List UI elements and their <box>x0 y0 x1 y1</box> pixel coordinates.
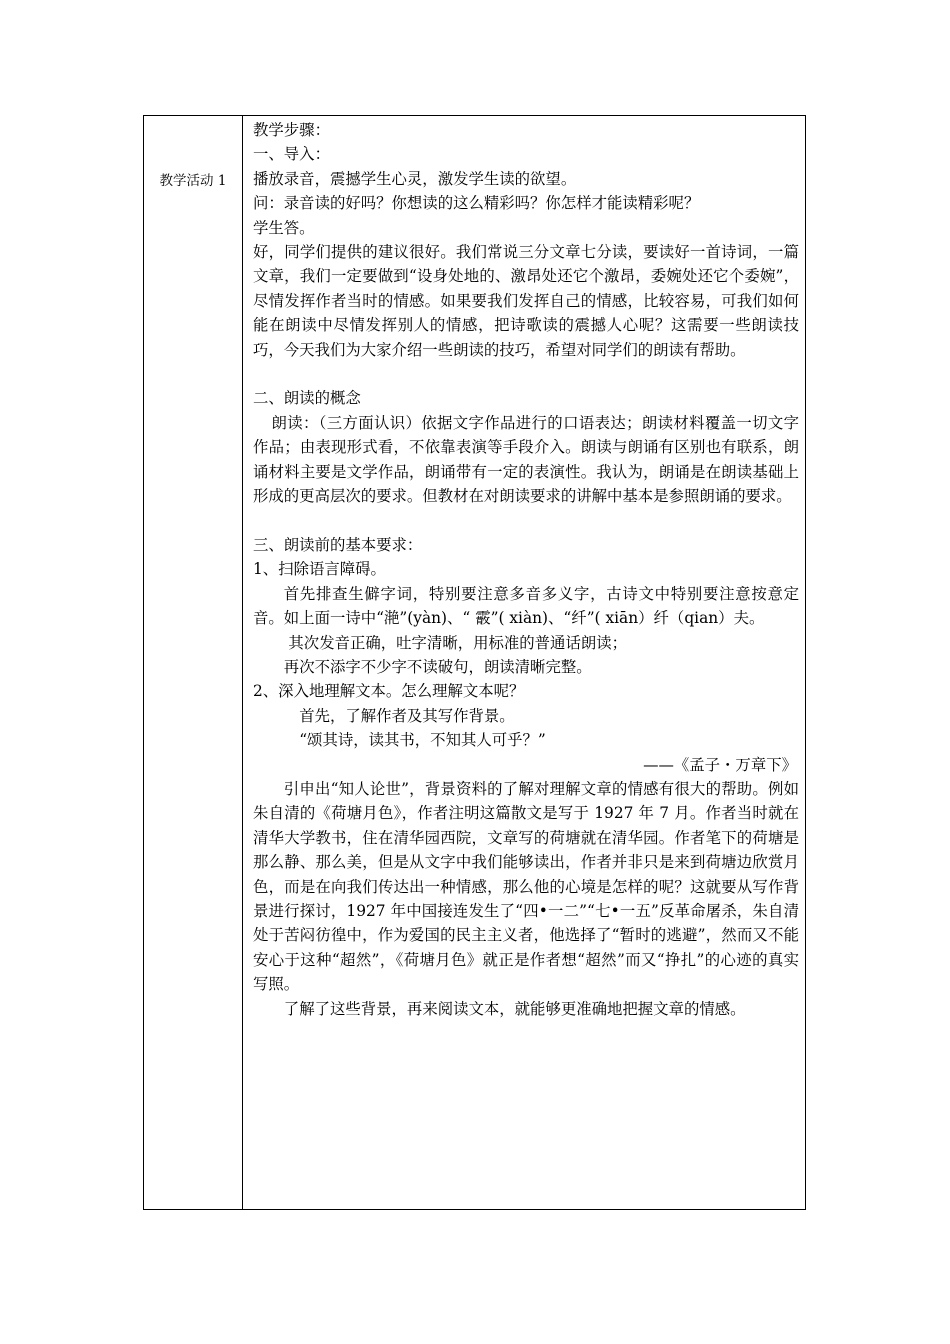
lesson-plan-table <box>143 115 806 1210</box>
quotation: “颂其诗，读其书，不知其人可乎？” <box>299 731 546 750</box>
row-label-cell <box>144 116 243 1210</box>
section-heading-concept: 二、朗读的概念 <box>253 389 361 408</box>
paragraph: 播放录音，震撼学生心灵，激发学生读的欲望。 <box>253 169 577 188</box>
paragraph: 朗读：（三方面认识）依据文字作品进行的口语表达；朗读材料覆盖一切文字作品；由表现形式看，不依靠表演等手段介入。朗读与朗诵有区别也有联系，朗诵材料主要是文学作品，朗诵带有一定的表演性。我认为，朗诵是在朗读基础上形成的更高层次的要求。但教材在对朗读要求的讲解中基本是参照朗诵的要求。 <box>253 413 799 506</box>
paragraph: 了解了这些背景，再来阅读文本，就能够更准确地把握文章的情感。 <box>283 999 746 1018</box>
question-paragraph: 问：录音读的好吗？你想读的这么精彩吗？你怎样才能读精彩呢？ <box>253 194 700 213</box>
paragraph: 再次不添字不少字不读破句，朗读清晰完整。 <box>283 657 592 676</box>
paragraph: 学生答。 <box>253 218 315 237</box>
subsection-heading: 2、深入地理解文本。怎么理解文本呢？ <box>253 682 525 701</box>
row-label: 教学活动 1 <box>159 173 227 189</box>
spacer <box>253 508 799 532</box>
paragraph: 好，同学们提供的建议很好。我们常说三分文章七分读，要读好一首诗词，一篇文章，我们一定要做到“设身处地的、激昂处还它个激昂，委婉处还它个委婉”，尽情发挥作者当时的情感。如果要我们发挥自己的情感，比较容易，可我们如何能在朗读中尽情发挥别人的情感，把诗歌读的震撼人心呢？这需要一些朗读技巧，今天我们为大家介绍一些朗读的技巧，希望对同学们的朗读有帮助。 <box>253 243 799 359</box>
teaching-steps-heading: 教学步骤： <box>253 121 330 139</box>
subsection-heading: 1、扫除语言障碍。 <box>253 560 386 579</box>
spacer <box>253 362 799 386</box>
paragraph: 引申出“知人论世”，背景资料的了解对理解文章的情感有很大的帮助。例如朱自清的《荷塘月色》，作者注明这篇散文是写于 1927 年 7 月。作者当时就在清华大学教书，住在清华园西院，文章写的荷塘就在清华园。作者笔下的荷塘是那么静、那么美，但是从文字中我们能够读出，作者并非只是来到荷塘边欣赏月色，而是在向我们传达出一种情感，那么他的心境是怎样的呢？这就要从写作背景进行探讨，1927 年中国接连发生了“四•一二”“七•一五”反革命屠杀，朱自清处于苦闷彷徨中，作为爱国的民主主义者，他选择了“暂时的逃避”，然而又不能安心于这种“超然”，《荷塘月色》就正是作者想“超然”而又“挣扎”的心迹的真实写照。 <box>253 779 799 994</box>
section-heading-intro: 一、导入： <box>253 145 330 164</box>
content-cell <box>243 116 806 1210</box>
section-heading-requirements: 三、朗读前的基本要求： <box>253 535 423 554</box>
lesson-content <box>253 116 799 1021</box>
paragraph: 其次发音正确，吐字清晰，用标准的普通话朗读； <box>288 633 628 652</box>
quotation-source: ——《孟子・万章下》 <box>643 755 797 774</box>
paragraph: 首先，了解作者及其写作背景。 <box>299 706 515 725</box>
table-row <box>144 116 806 1210</box>
paragraph: 首先排查生僻字词，特别要注意多音多义字，古诗文中特别要注意按意定音。如上面一诗中“滟”(yàn)、“ 霰”( xiàn)、“纤”( xiān）纤（qian）夫。 <box>253 584 799 628</box>
